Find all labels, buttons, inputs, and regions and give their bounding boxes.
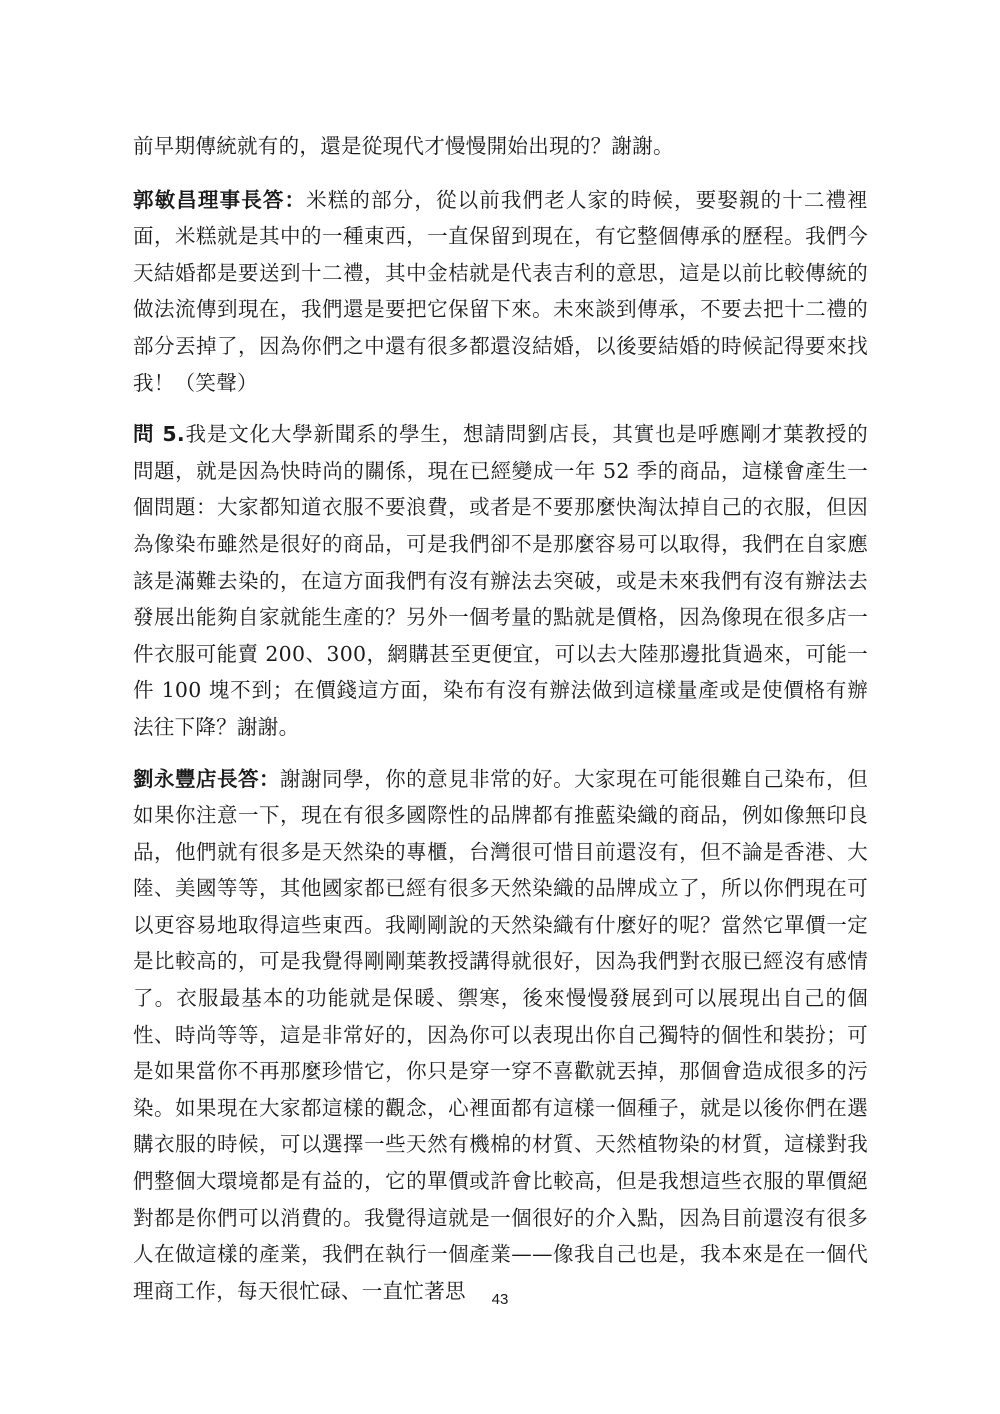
paragraph-question-5 — [133, 416, 868, 745]
paragraph-text: 謝謝同學，你的意見非常的好。大家現在可能很難自己染布，但如果你注意一下，現在有很多國際性的品牌都有推藍染織的商品，例如像無印良品，他們就有很多是天然染的專櫃，台灣很可惜目前還沒有，但不論是香港、大陸、美國等等，其他國家都已經有很多天然染織的品牌成立了，所以你們現在可以更容易地取得這些東西。我剛剛說的天然染織有什麼好的呢？當然它單價一定是比較高的，可是我覺得剛剛葉教授講得就很好，因為我們對衣服已經沒有感情了。衣服最基本的功能就是保暖、禦寒，後來慢慢發展到可以展現出自己的個性、時尚等等，這是非常好的，因為你可以表現出你自己獨特的個性和裝扮；可是如果當你不再那麼珍惜它，你只是穿一穿不喜歡就丟掉，那個會造成很多的污染。如果現在大家都這樣的觀念，心裡面都有這樣一個種子，就是以後你們在選購衣服的時候，可以選擇一些天然有機棉的材質、天然植物染的材質，這樣對我們整個大環境都是有益的，它的單價或許會比較高，但是我想這些衣服的單價絕對都是你們可以消費的。我覺得這就是一個很好的介入點，因為目前還沒有很多人在做這樣的產業，我們在執行一個產業——像我自己也是，我本來是在一個代理商工作，每天很忙碌、一直忙著思 — [133, 766, 868, 1303]
question-label: 問 5. — [133, 422, 185, 447]
paragraph-text: 我是文化大學新聞系的學生，想請問劉店長，其實也是呼應剛才葉教授的問題，就是因為快時尚的關係，現在已經變成一年 52 季的商品，這樣會產生一個問題：大家都知道衣服不要浪費，或者是不要那麼快淘汰掉自己的衣服，但因為像染布雖然是很好的商品，可是我們卻不是那麼容易可以取得，我們在自家應該是滿難去染的，在這方面我們有沒有辦法去突破，或是未來我們有沒有辦法去發展出能夠自家就能生產的？另外一個考量的點就是價格，因為像現在很多店一件衣服可能賣 200、300，網購甚至更便宜，可以去大陸那邊批貨過來，可能一件 100 塊不到；在價錢這方面，染布有沒有辦法做到這樣量產或是使價格有辦法往下降？謝謝。 — [133, 422, 868, 739]
speaker-label: 郭敏昌理事長答： — [133, 187, 307, 212]
document-body — [133, 128, 868, 1324]
paragraph-text: 前早期傳統就有的，還是從現代才慢慢開始出現的？謝謝。 — [133, 134, 674, 158]
page-number: 43 — [491, 1291, 509, 1308]
speaker-label: 劉永豐店長答： — [133, 766, 281, 791]
paragraph-continuation — [133, 128, 868, 165]
paragraph-text: 米糕的部分，從以前我們老人家的時候，要娶親的十二禮裡面，米糕就是其中的一種東西，一直保留到現在，有它整個傳承的歷程。我們今天結婚都是要送到十二禮，其中金桔就是代表吉利的意思，這是以前比較傳統的做法流傳到現在，我們還是要把它保留下來。未來談到傳承，不要去把十二禮的部分丟掉了，因為你們之中還有很多都還沒結婚，以後要結婚的時候記得要來找我！（笑聲） — [133, 187, 868, 395]
paragraph-answer-guo — [133, 182, 868, 402]
paragraph-answer-liu — [133, 761, 868, 1310]
